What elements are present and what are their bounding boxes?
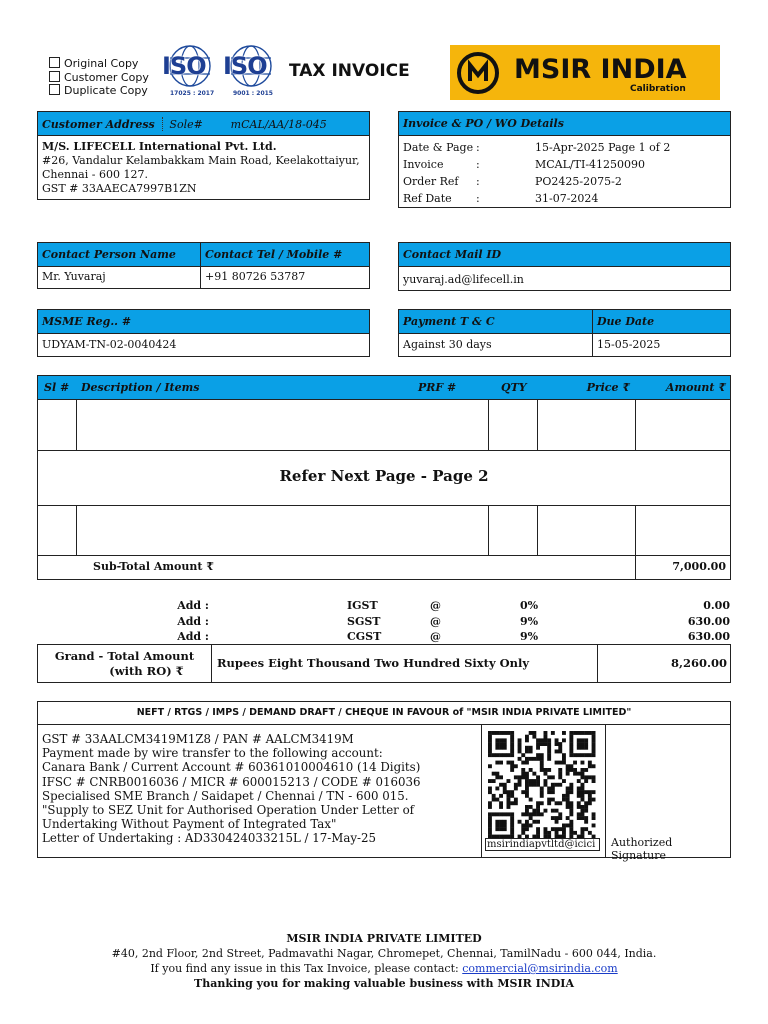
footer-thanks: Thanking you for making valuable business with MSIR INDIA (194, 977, 574, 990)
brand-logo: MSIR INDIA Calibration (450, 45, 720, 100)
footer (0, 931, 768, 991)
contact-tel-label: Contact Tel / Mobile # (205, 248, 343, 261)
customer-address-box (37, 111, 370, 200)
checkbox-icon[interactable] (49, 71, 60, 82)
grand-total-box (37, 644, 731, 683)
customer-address-header: Customer Address Sole# mCAL/AA/18-045 (38, 112, 369, 136)
msme-header: MSME Reg.. # (38, 310, 369, 334)
col-header-prf: PRF # (418, 381, 457, 394)
invoice-detail-row: Ref Date : 31-07-2024 (403, 192, 599, 205)
payment-terms: Against 30 days (403, 338, 492, 351)
iso-logo-17025: ISO 17025 : 2017 (160, 44, 220, 100)
brand-mark-icon (456, 51, 500, 95)
footer-issue: If you find any issue in this Tax Invoice, please contact: commercial@msirindia.com (150, 962, 618, 975)
footer-email-link[interactable]: commercial@msirindia.com (462, 962, 618, 975)
col-header-description: Description / Items (81, 381, 200, 394)
grand-total-amount: 8,260.00 (670, 656, 727, 670)
tax-row-sgst: Add : SGST @ 9% 630.00 (177, 614, 730, 628)
contact-name: Mr. Yuvaraj (42, 270, 106, 283)
contact-mail-box (398, 242, 731, 291)
customer-gst: GST # 33AAECA7997B1ZN (42, 182, 197, 195)
refer-next-page: Refer Next Page - Page 2 (279, 467, 489, 485)
contact-name-label: Contact Person Name (42, 248, 176, 261)
upi-qr-code (488, 731, 598, 839)
msme-box (37, 309, 370, 357)
customer-address-line: #26, Vandalur Kelambakkam Main Road, Keelakottaiyur, (42, 154, 360, 167)
divider (200, 243, 201, 288)
payment-terms-label: Payment T & C (403, 315, 495, 328)
bank-title: NEFT / RTGS / IMPS / DEMAND DRAFT / CHEQUE IN FAVOUR of "MSIR INDIA PRIVATE LIMITED" (136, 707, 632, 718)
copy-option-duplicate[interactable]: Duplicate Copy (49, 84, 149, 98)
copy-option-original[interactable]: Original Copy (49, 57, 149, 71)
bank-lines: GST # 33AALCM3419M1Z8 / PAN # AALCM3419M Payment made by wire transfer to the following account: Canara Bank / Current Account # 60361010004610 (14 Digits) IFSC # CNRB0016036 / MICR # 600015213 / CODE # 016036 Specialised SME Branch / Saidapet / Chennai / TN - 600 015. "Supply to SEZ Unit for Authorised Operation Under Letter of Undertaking Without Payment of Integrated Tax" Letter of Undertaking : AD330424033215L / 17-May-25 (42, 732, 421, 846)
col-header-qty: QTY (501, 381, 527, 394)
due-date: 15-05-2025 (597, 338, 661, 351)
contact-tel: +91 80726 53787 (205, 270, 306, 283)
iso-logo-9001: ISO 9001 : 2015 (221, 44, 281, 100)
divider (592, 310, 593, 356)
checkbox-icon[interactable] (49, 84, 60, 95)
contact-person-box (37, 242, 370, 289)
upi-id: msirindiapvtltd@icici (485, 838, 600, 851)
contact-mail[interactable]: yuvaraj.ad@lifecell.in (403, 273, 524, 286)
bank-details-box (37, 701, 731, 862)
subtotal-label: Sub-Total Amount ₹ (93, 560, 214, 573)
col-header-price: Price ₹ (586, 381, 630, 394)
due-date-label: Due Date (597, 315, 655, 328)
invoice-details-header: Invoice & PO / WO Details (399, 112, 730, 136)
copy-options (49, 57, 149, 98)
document-title: TAX INVOICE (289, 61, 410, 81)
item-row (38, 505, 730, 555)
tax-lines (37, 598, 731, 645)
checkbox-icon[interactable] (49, 57, 60, 68)
customer-address-body (42, 140, 360, 196)
invoice-detail-row: Order Ref : PO2425-2075-2 (403, 175, 622, 188)
grand-total-words: Rupees Eight Thousand Two Hundred Sixty Only (217, 656, 530, 670)
col-header-amount: Amount ₹ (665, 381, 726, 394)
tax-row-igst: Add : IGST @ 0% 0.00 (177, 599, 730, 612)
col-header-sl: Sl # (44, 381, 70, 394)
footer-address: #40, 2nd Floor, 2nd Street, Padmavathi Nagar, Chromepet, Chennai, TamilNadu - 600 044, India. (111, 947, 657, 960)
customer-name: M/S. LIFECELL International Pvt. Ltd. (42, 140, 277, 153)
invoice-detail-row: Invoice : MCAL/TI-41250090 (403, 158, 646, 171)
customer-address-line: Chennai - 600 127. (42, 168, 148, 181)
authorized-signature: Authorized Signature (611, 836, 673, 862)
copy-option-customer[interactable]: Customer Copy (49, 71, 149, 85)
tax-row-cgst: Add : CGST @ 9% 630.00 (177, 630, 730, 643)
contact-mail-header: Contact Mail ID (399, 243, 730, 267)
subtotal-amount: 7,000.00 (672, 560, 726, 573)
invoice-details-box (398, 111, 731, 208)
invoice-detail-row: Date & Page : 15-Apr-2025 Page 1 of 2 (403, 141, 671, 154)
invoice-details-rows (403, 139, 723, 207)
grand-total-label: Grand - Total Amount (with RO) ₹ (54, 649, 195, 678)
item-row (38, 400, 730, 450)
items-table (37, 375, 731, 580)
payment-box (398, 309, 731, 357)
msme-value: UDYAM-TN-02-0040424 (42, 338, 177, 351)
footer-company: MSIR INDIA PRIVATE LIMITED (286, 932, 482, 945)
